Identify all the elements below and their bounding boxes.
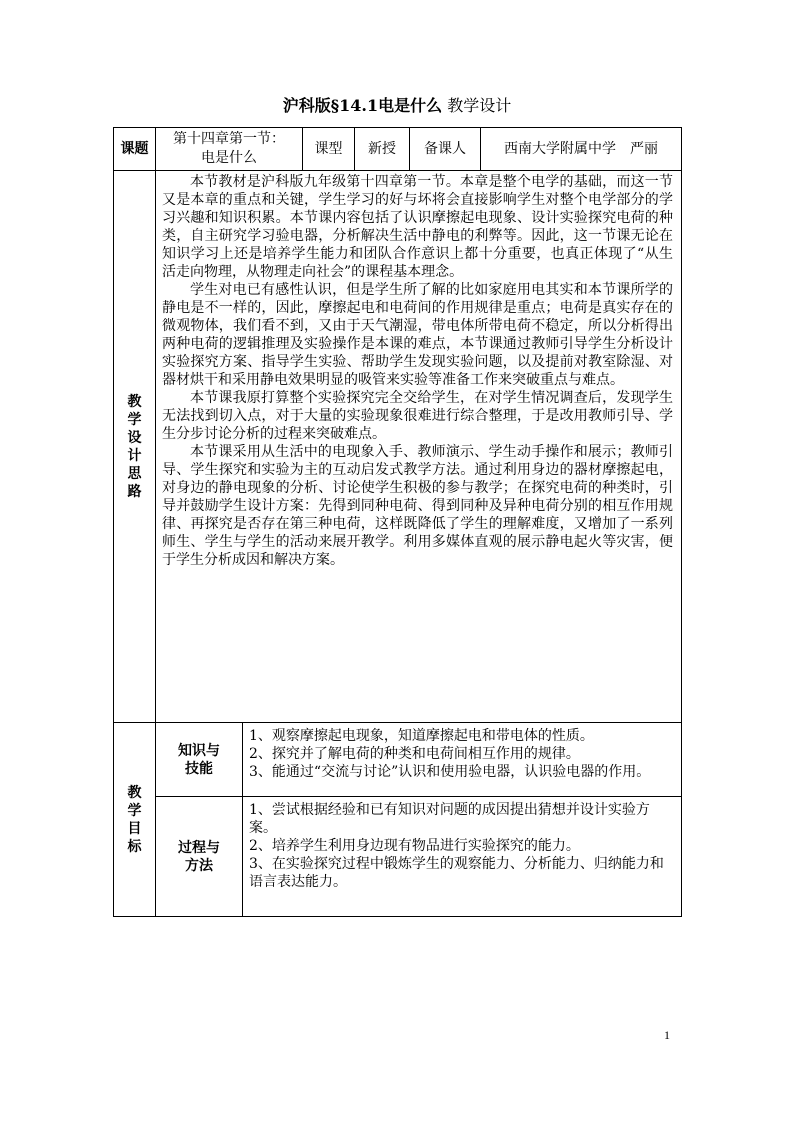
process-row [114, 797, 682, 917]
goals-label: 教学目标 [127, 784, 142, 855]
type-value: 新授 [368, 141, 396, 157]
type-value-cell [355, 128, 410, 171]
design-label-cell [114, 171, 156, 723]
topic-label-cell [114, 128, 156, 171]
topic-value: 第十四章第一节：电是什么 [173, 131, 285, 166]
knowledge-row [114, 723, 682, 797]
title-suffix: 教学设计 [442, 96, 512, 115]
preparer-cell [410, 128, 682, 171]
process-label: 过程与方法 [178, 839, 220, 874]
type-label-cell [303, 128, 355, 171]
topic-label: 课题 [120, 140, 149, 157]
list-item: 3、在实验探究过程中锻炼学生的观察能力、分析能力、归纳能力和语言表达能力。 [249, 856, 664, 890]
title-main: 沪科版§14.1电是什么 [282, 96, 443, 115]
process-list-cell [243, 797, 682, 917]
design-paragraph: 本节课采用从生活中的电现象入手、教师演示、学生动手操作和展示；教师引导、学生探究和实验为主的互动启发式教学方法。通过利用身边的器材摩擦起电，对身边的静电现象的分析、讨论使学生积极的参与教学；在探究电荷的种类时，引导并鼓励学生设计方案：先得到同种电荷、得到同种及异种电荷分别的相互作用规律、再探究是否存在第三种电荷，这样既降低了学生的理解难度，又增加了一系列师生、学生与学生的活动来展开教学。利用多媒体直观的展示静电起火等灾害，便于学生分析成因和解决方案。 [162, 444, 673, 568]
list-item: 2、培养学生利用身边现有物品进行实验探究的能力。 [249, 838, 580, 854]
type-label: 课型 [314, 141, 343, 157]
list-item: 1、尝试根据经验和已有知识对问题的成因提出猜想并设计实验方案。 [249, 802, 650, 836]
knowledge-label-cell [156, 723, 243, 797]
design-row [114, 171, 682, 723]
design-paragraph: 学生对电已有感性认识，但是学生所了解的比如家庭用电其实和本节课所学的静电是不一样的，因此，摩擦起电和电荷间的作用规律是重点；电荷是真实存在的微观物体，我们看不到，又由于天气潮湿，带电体所带电荷不稳定，所以分析得出两种电荷的逻辑推理及实验操作是本课的难点，本节课通过教师引导学生分析设计实验探究方案、指导学生实验、帮助学生发现实验问题，以及提前对教室除湿、对器材烘干和采用静电效果明显的吸管来实验等准备工作来突破重点与难点。 [162, 282, 673, 388]
preparer-value: 西南大学附属中学 严丽 [504, 141, 658, 157]
design-label: 教学设计思路 [127, 393, 142, 500]
page-number: 1 [664, 1028, 670, 1042]
header-row [114, 128, 682, 171]
design-paragraph: 本节教材是沪科版九年级第十四章第一节。本章是整个电学的基础，而这一节又是本章的重点和关键，学生学习的好与坏将会直接影响学生对整个电学部分的学习兴趣和知识积累。本节课内容包括了认识摩擦起电现象、设计实验探究电荷的种类，自主研究学习验电器，分析解决生活中静电的利弊等。因此，这一节课无论在知识学习上还是培养学生能力和团队合作意识上都十分重要，也真正体现了“从生活走向物理，从物理走向社会”的课程基本理念。 [162, 174, 673, 280]
topic-value-cell [156, 128, 303, 171]
document-title [0, 96, 794, 116]
lesson-plan-table [113, 127, 682, 917]
process-label-cell [156, 797, 243, 917]
list-item: 3、能通过“交流与讨论”认识和使用验电器，认识验电器的作用。 [249, 764, 651, 780]
design-paragraph: 本节课我原打算整个实验探究完全交给学生，在对学生情况调查后，发现学生无法找到切入点，对于大量的实验现象很难进行综合整理，于是改用教师引导、学生分步讨论分析的过程来突破难点。 [162, 390, 673, 442]
goals-label-cell [114, 723, 156, 917]
knowledge-list-cell [243, 723, 682, 797]
list-item: 2、探究并了解电荷的种类和电荷间相互作用的规律。 [249, 746, 580, 762]
preparer-label: 备课人 [410, 128, 481, 170]
list-item: 1、观察摩擦起电现象，知道摩擦起电和带电体的性质。 [249, 728, 594, 744]
knowledge-label: 知识与技能 [178, 742, 220, 777]
design-text-cell [156, 171, 682, 723]
